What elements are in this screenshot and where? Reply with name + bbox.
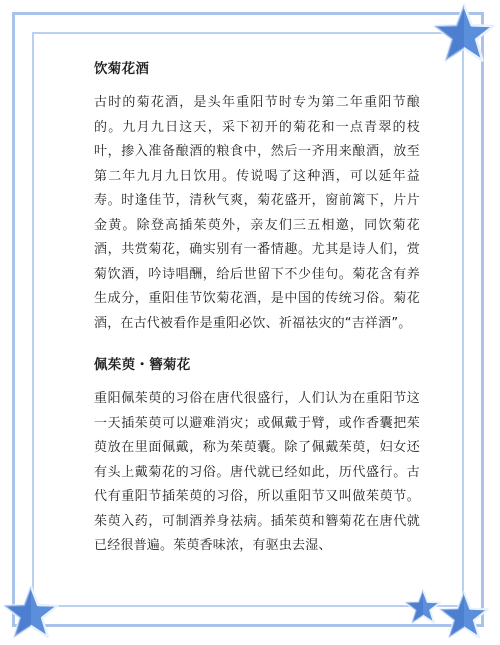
star-icon [404,588,442,625]
section-heading: 佩茱萸・簪菊花 [94,357,191,373]
star-icon [438,590,490,640]
section-heading: 饮菊花酒 [94,61,150,77]
article-content [94,60,420,559]
section-paragraph: 古时的菊花酒，是头年重阳节时专为第二年重阳节酿的。九月九日这天，采下初开的菊花和一点青翠的枝叶，掺入准备酿酒的粮食中，然后一齐用来酿酒，放至第二年九月九日饮用。传说喝了这种酒，可以延年益寿。时逢佳节，清秋气爽，菊花盛开，窗前篱下，片片金黄。除登高插茱萸外，亲友们三五相邀，同饮菊花酒，共赏菊花，确实别有一番情趣。尤其是诗人们，赏菊饮酒，吟诗唱酬，给后世留下不少佳句。菊花含有养生成分，重阳佳节饮菊花酒，是中国的传统习俗。菊花酒，在古代被看作是重阳必饮、祈福祛灾的“吉祥酒”。 [94,95,420,331]
section-paragraph: 重阳佩茱萸的习俗在唐代很盛行，人们认为在重阳节这一天插茱萸可以避难消灾；或佩戴于臂，或作香囊把茱萸放在里面佩戴，称为茱萸囊。除了佩戴茱萸，妇女还有头上戴菊花的习俗。唐代就已经如此，历代盛行。古代有重阳节插茱萸的习俗，所以重阳节又叫做茱萸节。茱萸入药，可制酒养身祛病。插茱萸和簪菊花在唐代就已经很普遍。茱萸香味浓，有驱虫去湿、 [94,391,420,553]
star-icon [2,584,60,640]
star-icon [432,2,496,64]
